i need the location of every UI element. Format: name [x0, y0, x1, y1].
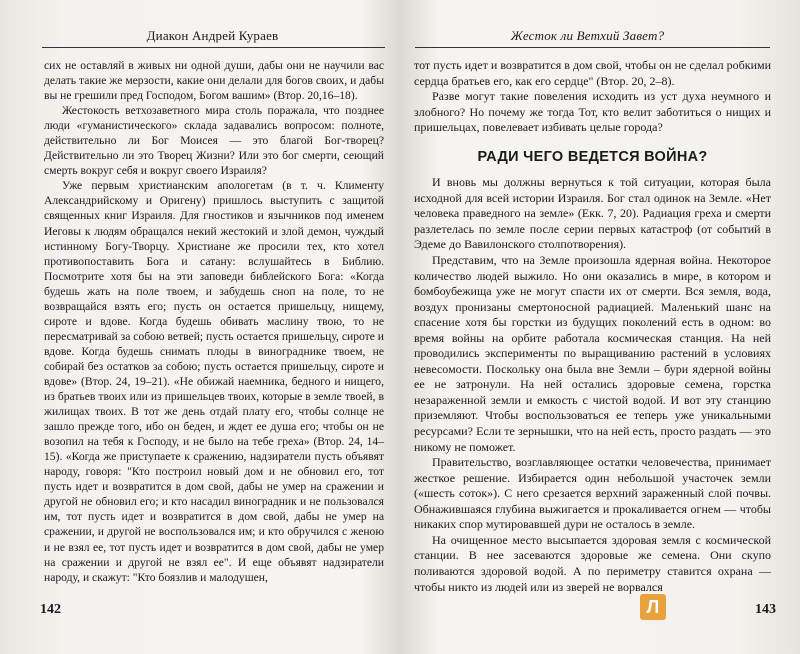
left-page-body	[44, 58, 384, 585]
publisher-logo-icon: Л	[640, 594, 666, 620]
right-page	[400, 0, 800, 654]
header-rule-right	[415, 47, 770, 48]
paragraph: И вновь мы должны вернуться к той ситуации, которая была исходной для всей истории Израиля. Бог стал одинок на Земле. «Нет человека праведного на земле» (Екк. 7, 20). Радиация греха и смерти разлетелась по земле после серии первых катастроф (от событий в Эдеме до Вавилонского столпотворения).	[414, 175, 771, 252]
paragraph: Правительство, возглавляющее остатки человечества, принимает жесткое решение. Избирается один небольшой участочек земли («шесть соток»). С него срезается верхний зараженный слой почвы. Обнажившаяся глубина выжигается и прокаливается огнем — чтобы никаких спор мутировавшей дури не осталось в земле.	[414, 455, 771, 532]
page-number-right: 143	[755, 602, 776, 617]
paragraph: Жестокость ветхозаветного мира столь поражала, что позднее люди «гуманистического» склада задавались вопросом: полноте, действительно ли Бог Моисея — это благой Бог-творец? Действительно ли это Творец Жизни? Или это бог смерти, сеющий смерть вокруг себя и вокруг своего Израиля?	[44, 104, 384, 178]
running-head-left: Диакон Андрей Кураев	[146, 28, 279, 43]
section-heading: РАДИ ЧЕГО ВЕДЕТСЯ ВОЙНА?	[477, 148, 708, 165]
page-number-left: 142	[40, 602, 61, 617]
paragraph: Разве могут такие повеления исходить из уст духа неумного и злобного? Но почему же тогда Тот, кто велит заботиться о нищих и пришельцах, повелевает избивать целые города?	[414, 89, 771, 135]
paragraph: тот пусть идет и возвратится в дом свой, чтобы он не сделал робкими сердца братьев его, как его сердце" (Втор. 20, 2–8).	[414, 58, 771, 88]
paragraph: Представим, что на Земле произошла ядерная война. Некоторое количество людей выжило. Но они оказались в мире, в котором и бомбоубежища уже не могут спасти их от смерти. Вся земля, вода, воздух пронизаны смертоносной радиацией. Маленький шанс на спасение хотя бы горстки из будущих поколений есть в одном: во время войны на орбите работала космическая станция. На ней проводились эксперименты по выращиванию растений в условиях невесомости. Поскольку она была вне Земли – бури ядерной войны ее не затронули. На ней остались здоровые семена, горстка незараженной земли и емкость с чистой водой. И вот эту станцию приземляют. Чтобы воспользоваться ее теперь уже уникальными ресурсами? Если те зернышки, что на ней есть, просто раздать — это никому не поможет.	[414, 253, 771, 454]
paragraph: На очищенное место высыпается здоровая земля с космической станции. В нее засеваются здоровые же семена. Они скупо поливаются здоровой водой. А по периметру ставится охрана — чтобы никто из людей или из зверей не ворвался	[414, 532, 771, 594]
header-rule-left	[42, 47, 385, 48]
paragraph: Уже первым христианским апологетам (в т. ч. Клименту Александрийскому и Оригену) пришлось выступить с защитой священных книг Израиля. Для гностиков и язычников под именем Иеговы к людям обращался некий жестокий и злой демон, чуждый истинному Богу-Творцу. Христиане же просили тех, кто хотел противопоставить Бога и сатану: вслушайтесь в Библию. Посмотрите хотя бы на эти заповеди библейского Бога: «Когда будешь жать на поле твоем, и забудешь сноп на поле, то не возвращайся взять его; пусть он остается пришельцу, нищему, сироте и вдове. Когда будешь обивать маслину твою, то не пересматривай за собою ветвей; пусть остается пришельцу, сироте и вдове. Когда будешь снимать плоды в винограднике твоем, не собирай без остатков за собою; пусть остается пришельцу, сироте и вдове» (Втор. 24, 19–21). «Не обижай наемника, бедного и нищего, из братьев твоих или из пришельцев твоих, которые в земле твоей, в жилищах твоих. В тот же день отдай плату его, чтобы солнце не зашло прежде того, ибо он беден, и ждет ее душа его; чтобы он не возопил на тебя к Господу, и не было на тебе греха» (Втор. 24, 14–15). «Когда же приступаете к сражению, надзиратели пусть объявят народу, говоря: "Кто построил новый дом и не обновил его, тот пусть идет и возвратится в дом свой, дабы не умер на сражении и другой не обновил его; и кто насадил виноградник и не пользовался им, тот пусть идет и возвратится в дом свой, дабы не умер на сражении, и другой не воспользовался им; и кто обручился с женою и не взял ее, тот пусть идет и возвратится в дом свой, дабы не умер на сражении и другой не взял ее". И еще объявят надзиратели народу, и скажут: "Кто боязлив и малодушен,	[44, 179, 384, 584]
running-head-right: Жесток ли Ветхий Завет?	[510, 28, 665, 43]
right-page-body	[414, 58, 771, 595]
paragraph: сих не оставляй в живых ни одной души, дабы они не научили вас делать такие же мерзости, какие они делали для богов своих, и дабы вы не грешили пред Господом, Богом вашим» (Втор. 20,16–18).	[44, 59, 384, 103]
